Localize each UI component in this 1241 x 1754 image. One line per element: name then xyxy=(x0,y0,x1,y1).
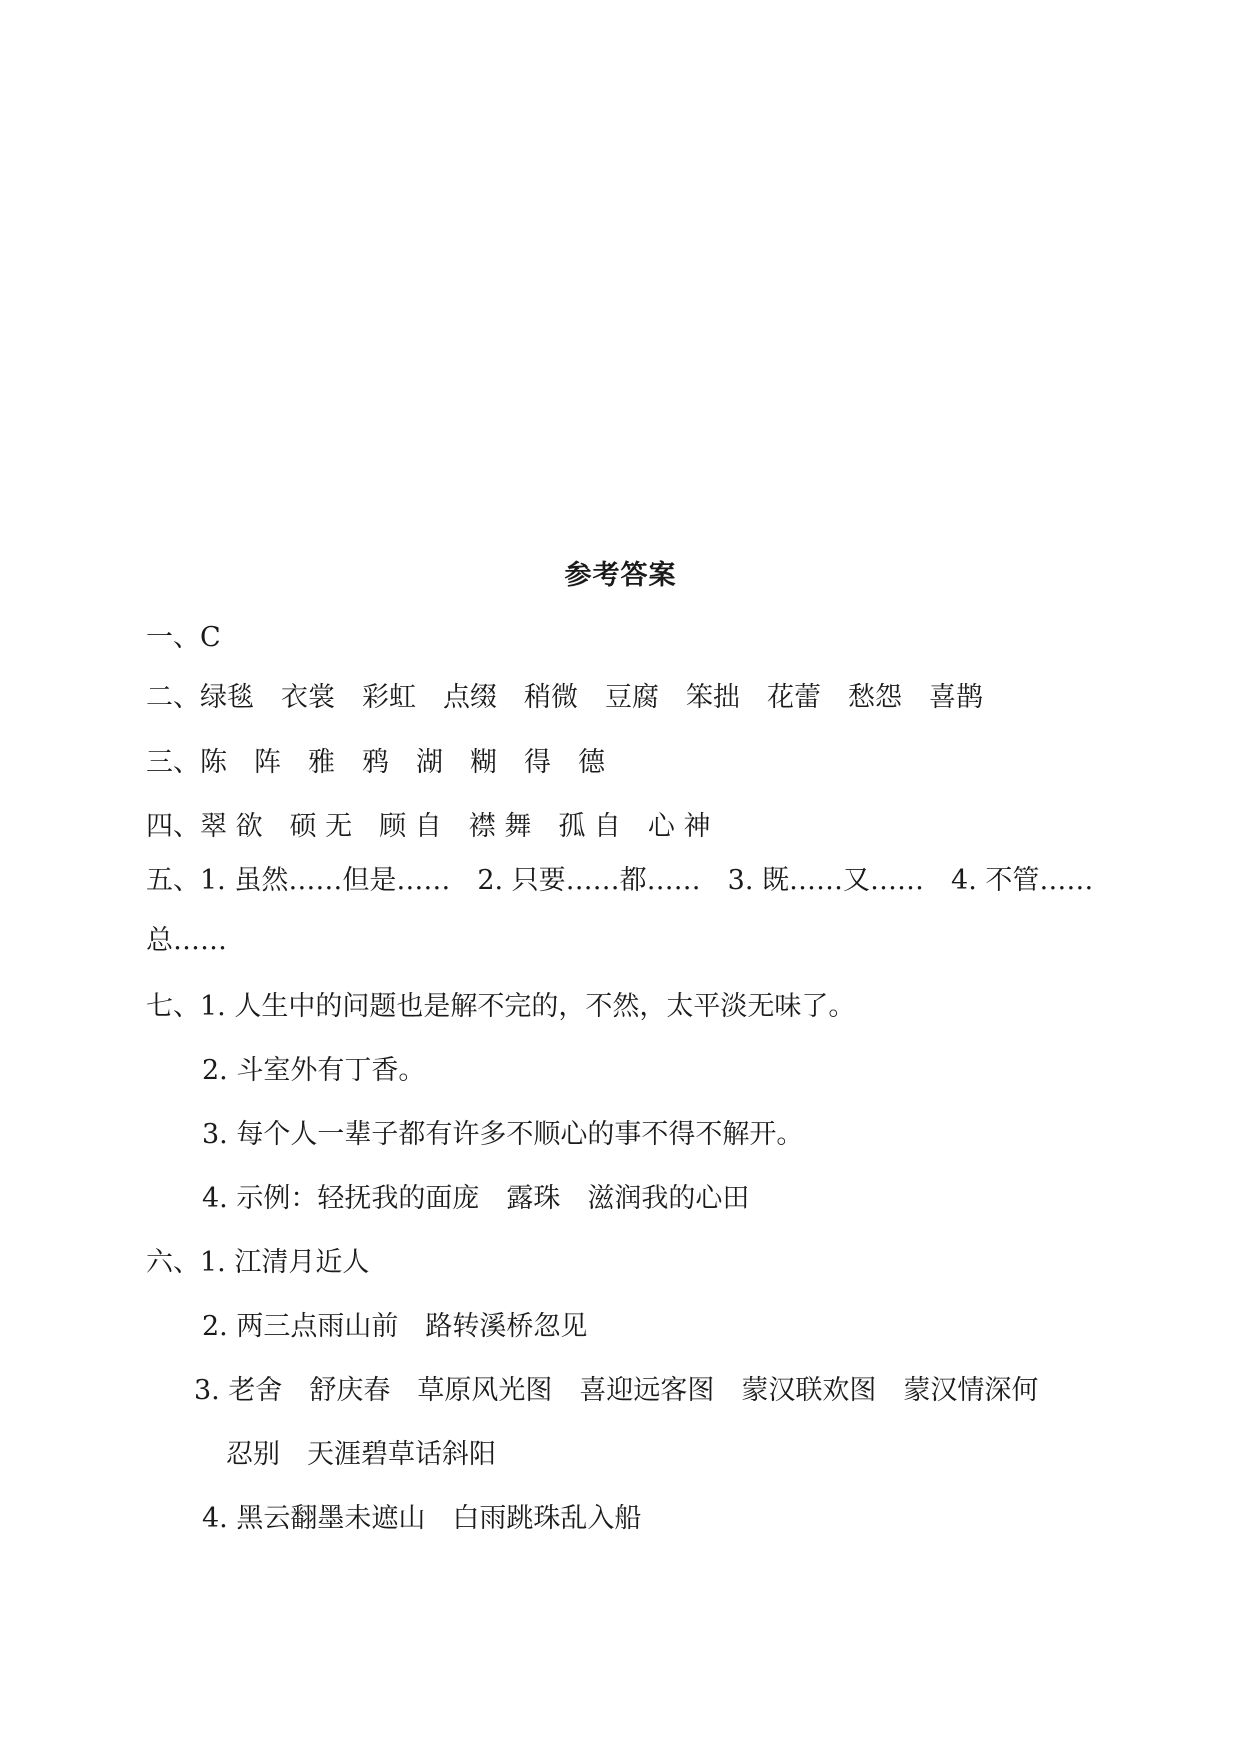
answer-section-6-item3-line2: 忍别 天涯碧草话斜阳 xyxy=(226,1439,496,1470)
page-title: 参考答案 xyxy=(564,560,677,591)
answer-section-7-item1: 七、1. 人生中的问题也是解不完的，不然，太平淡无味了。 xyxy=(146,991,856,1022)
answer-section-7-item2: 2. 斗室外有丁香。 xyxy=(202,1055,426,1086)
answer-section-6-item3-line1: 3. 老舍 舒庆春 草原风光图 喜迎远客图 蒙汉联欢图 蒙汉情深何 xyxy=(194,1375,1039,1406)
answer-section-7-item3: 3. 每个人一辈子都有许多不顺心的事不得不解开。 xyxy=(202,1119,804,1150)
answer-section-7-item4: 4. 示例：轻抚我的面庞 露珠 滋润我的心田 xyxy=(202,1183,750,1214)
answer-section-5-line2: 总…… xyxy=(146,925,227,956)
answer-section-6-item1: 六、1. 江清月近人 xyxy=(146,1247,370,1278)
answer-section-6-item4: 4. 黑云翻墨未遮山 白雨跳珠乱入船 xyxy=(202,1503,642,1534)
answer-section-6-item2: 2. 两三点雨山前 路转溪桥忽见 xyxy=(202,1311,588,1342)
answer-section-3: 三、陈 阵 雅 鸦 湖 糊 得 德 xyxy=(146,747,605,778)
answer-section-5-line1: 五、1. 虽然……但是…… 2. 只要……都…… 3. 既……又…… 4. 不管…… xyxy=(146,865,1094,896)
answer-section-4: 四、翠 欲 硕 无 顾 自 襟 舞 孤 自 心 神 xyxy=(146,811,711,842)
answer-section-1: 一、C xyxy=(146,622,221,653)
answer-section-2: 二、绿毯 衣裳 彩虹 点缀 稍微 豆腐 笨拙 花蕾 愁怨 喜鹊 xyxy=(146,682,983,713)
